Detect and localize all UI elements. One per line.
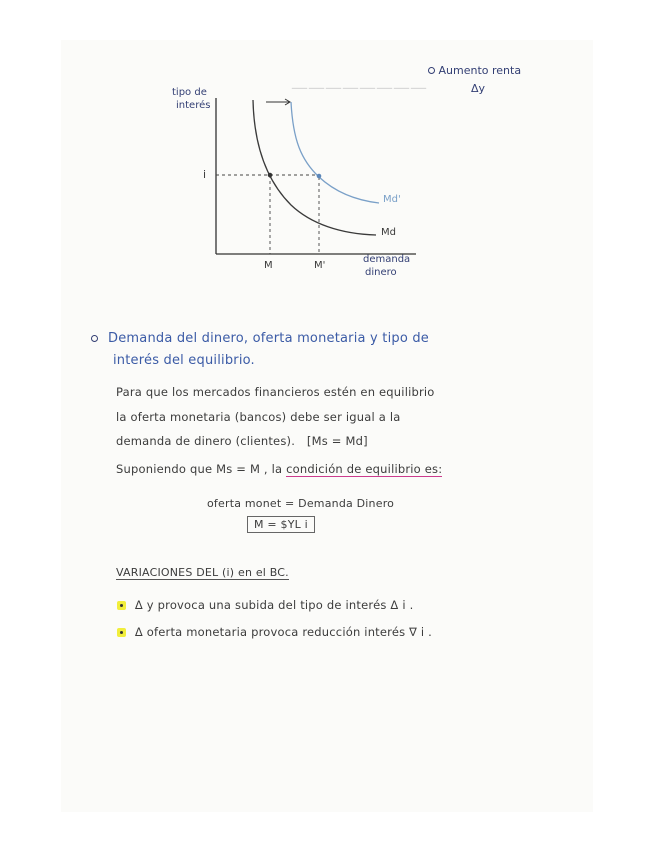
tick-m: M <box>264 260 273 271</box>
p2-prefix: Suponiendo que Ms = M , la <box>116 462 283 476</box>
md-curve-label: Md <box>381 227 396 238</box>
notebook-page <box>61 40 593 812</box>
section-title-line1 <box>91 331 429 346</box>
equilibrium-boxed-formula: M = $YL i <box>247 516 315 533</box>
equilibrium-point-m-prime <box>317 174 322 179</box>
equilibrium-equation: oferta monet = Demanda Dinero <box>207 497 395 510</box>
p1-line3-text: demanda de dinero (clientes). <box>116 434 296 448</box>
section-title-line2: interés del equilibrio. <box>113 353 255 368</box>
tick-m-prime: M' <box>314 260 326 271</box>
variations-title: VARIACIONES DEL (i) en el BC. <box>116 566 289 579</box>
md-prime-curve-label: Md' <box>383 194 401 205</box>
highlight-bullet-icon <box>117 601 126 610</box>
y-axis-label-line1: tipo de <box>172 87 207 98</box>
note-line2: Δy <box>471 82 486 95</box>
x-axis-label-line1: demanda <box>363 254 411 265</box>
x-axis-label-line2: dinero <box>365 267 397 278</box>
bullet-2 <box>117 625 432 639</box>
bullet-2-text: Δ oferta monetaria provoca reducción interés ∇ i . <box>134 625 433 639</box>
section-title-text: Demanda del dinero, oferta monetaria y tipo de <box>108 331 429 346</box>
md-curve <box>253 100 376 235</box>
p2-underlined: condición de equilibrio es: <box>286 462 443 476</box>
section-bullet-icon <box>91 335 98 342</box>
equilibrium-point-m <box>268 173 273 178</box>
p1-line3 <box>116 434 368 448</box>
note-bullet-icon <box>428 67 435 74</box>
p2-line <box>116 462 442 476</box>
bleed-through-text: ———————— <box>291 78 427 98</box>
tick-i: i <box>203 168 207 181</box>
y-axis-label-line2: interés <box>176 100 211 111</box>
bullet-1 <box>117 598 413 612</box>
money-demand-graph <box>61 40 593 290</box>
bullet-1-text: Δ y provoca una subida del tipo de interés Δ i . <box>134 598 414 612</box>
note-aumento-renta <box>428 64 521 77</box>
note-line1: Aumento renta <box>438 64 522 77</box>
p1-line1: Para que los mercados financieros estén en equilibrio <box>116 385 435 399</box>
md-prime-curve <box>291 102 379 203</box>
p1-line2: la oferta monetaria (bancos) debe ser igual a la <box>116 410 401 424</box>
p1-equation: [Ms = Md] <box>306 434 368 448</box>
highlight-bullet-icon <box>117 628 126 637</box>
